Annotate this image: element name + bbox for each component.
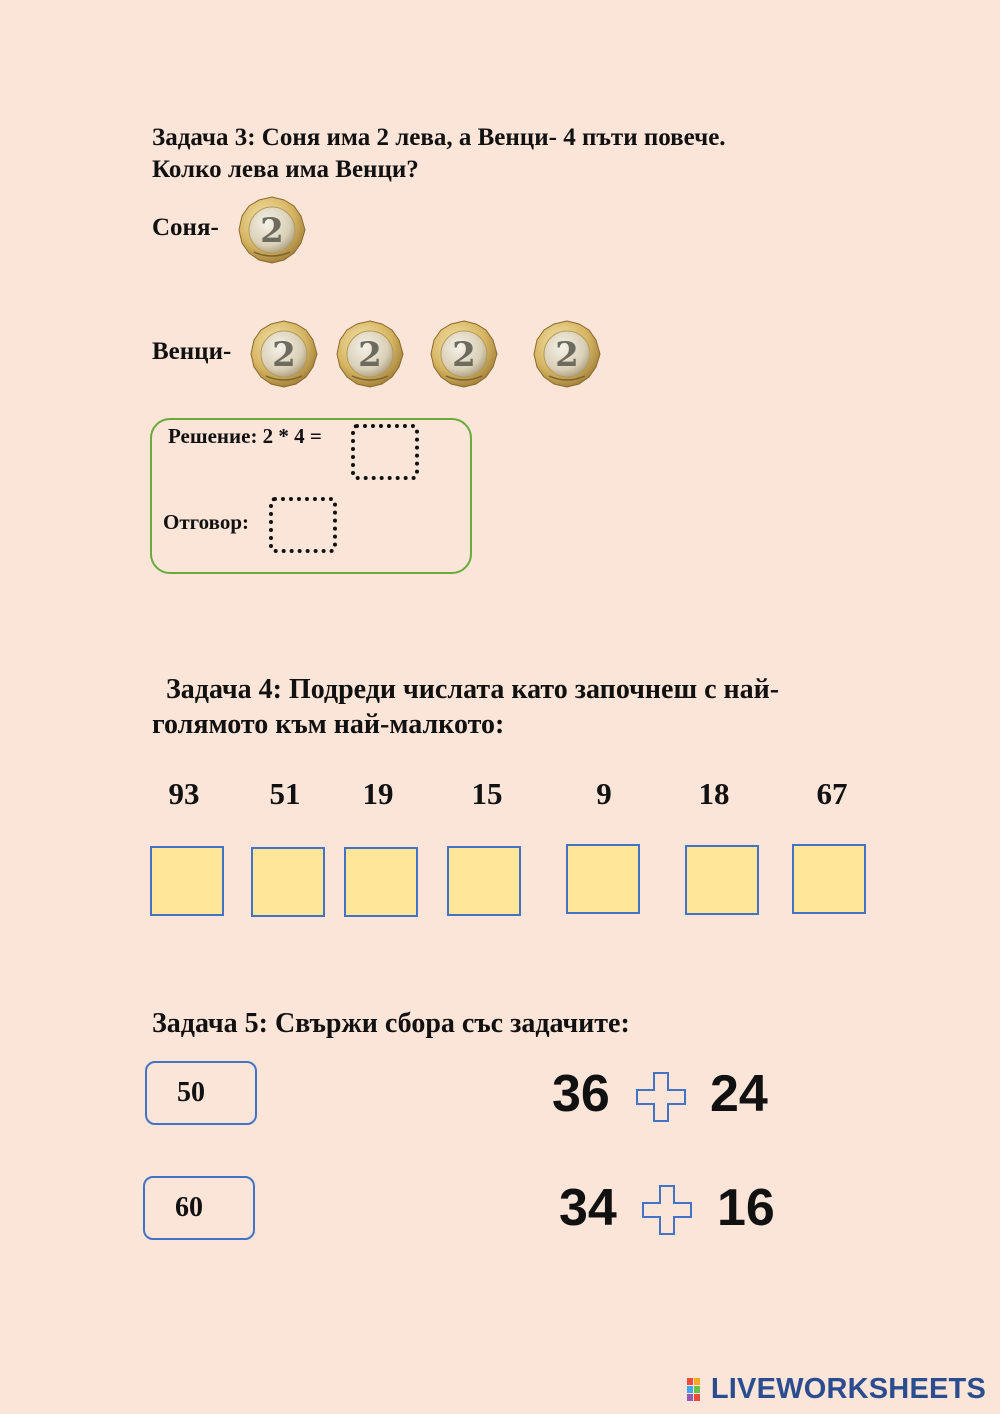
task4-question <box>152 672 872 742</box>
task5-question: Задача 5: Свържи сбора със задачите: <box>152 1008 630 1039</box>
answer-input[interactable] <box>269 497 337 553</box>
task3-question <box>152 122 872 186</box>
plus-icon <box>640 1183 694 1237</box>
number-item: 15 <box>471 776 503 811</box>
two-leva-coin-icon <box>250 320 318 388</box>
expression-operand[interactable]: 36 <box>552 1065 610 1123</box>
task3-question-line2: Колко лева има Венци? <box>152 156 419 183</box>
number-item: 18 <box>698 776 730 811</box>
two-leva-coin-icon <box>238 196 306 264</box>
order-answer-box[interactable] <box>447 846 521 916</box>
task3-question-line1: Задача 3: Соня има 2 лева, а Венци- 4 пъти повече. <box>152 124 726 151</box>
liveworksheets-logo-icon <box>687 1378 709 1402</box>
number-item: 51 <box>269 776 301 811</box>
sum-box[interactable] <box>143 1176 255 1240</box>
task4-question-line1: Задача 4: Подреди числата като започнеш с най- <box>166 674 780 705</box>
number-item: 67 <box>816 776 848 811</box>
order-answer-box[interactable] <box>150 846 224 916</box>
order-answer-box[interactable] <box>566 844 640 914</box>
solution-input[interactable] <box>351 424 419 480</box>
two-leva-coin-icon <box>533 320 601 388</box>
answer-label: Отговор: <box>163 510 250 534</box>
order-answer-box[interactable] <box>685 845 759 915</box>
logo-text: LIVEWORKSHEETS <box>710 1373 986 1405</box>
liveworksheets-logo <box>687 1373 986 1406</box>
sonya-label: Соня- <box>152 214 219 241</box>
number-item: 93 <box>168 776 200 811</box>
two-leva-coin-icon <box>336 320 404 388</box>
task4-question-line2: голямото към най-малкото: <box>152 709 505 740</box>
order-answer-box[interactable] <box>792 844 866 914</box>
expression-operand[interactable]: 16 <box>717 1179 775 1237</box>
sum-value: 50 <box>177 1077 205 1108</box>
plus-icon <box>634 1070 688 1124</box>
solution-label: Решение: 2 * 4 = <box>168 424 322 448</box>
expression-operand[interactable]: 24 <box>710 1065 768 1123</box>
sum-value: 60 <box>175 1192 203 1223</box>
order-answer-box[interactable] <box>251 847 325 917</box>
number-item: 9 <box>596 776 612 811</box>
order-answer-box[interactable] <box>344 847 418 917</box>
ventsi-label: Венци- <box>152 338 232 365</box>
number-item: 19 <box>362 776 394 811</box>
sum-box[interactable] <box>145 1061 257 1125</box>
expression-operand[interactable]: 34 <box>559 1179 617 1237</box>
two-leva-coin-icon <box>430 320 498 388</box>
